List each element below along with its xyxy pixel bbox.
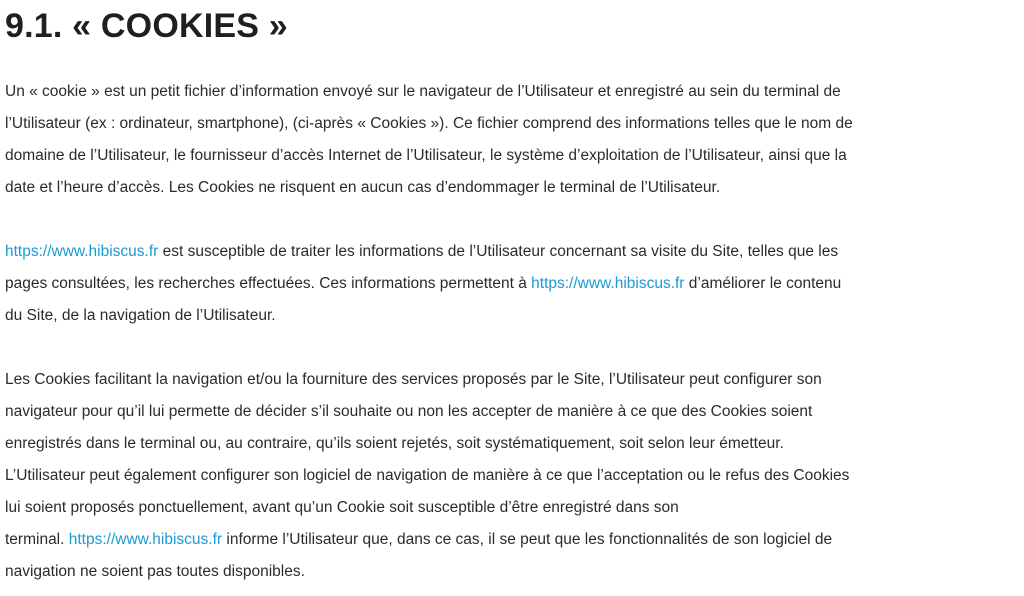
paragraph-cookie-settings <box>5 364 849 588</box>
text-segment: d’améliorer le contenu <box>684 275 842 292</box>
hibiscus-link[interactable]: https://www.hibiscus.fr <box>5 243 159 260</box>
text-line <box>5 524 849 556</box>
text-segment: terminal. <box>5 531 69 548</box>
paragraph-cookie-definition <box>5 76 853 204</box>
text-line: navigateur pour qu’il lui permette de décider s’il souhaite ou non les accepter de manière à ce que des Cookies soient <box>5 403 813 420</box>
text-segment: informe l’Utilisateur que, dans ce cas, il se peut que les fonctionnalités de son logiciel de <box>222 531 833 548</box>
text-line: Les Cookies facilitant la navigation et/ou la fourniture des services proposés par le Site, l’Utilisateur peut configurer son <box>5 371 822 388</box>
section-title: 9.1. « COOKIES » <box>5 7 288 45</box>
text-line: enregistrés dans le terminal ou, au contraire, qu’ils soient rejetés, soit systématiquement, soit selon leur émetteur. <box>5 435 784 452</box>
hibiscus-link[interactable]: https://www.hibiscus.fr <box>531 275 685 292</box>
text-line: navigation ne soient pas toutes disponibles. <box>5 563 305 580</box>
text-line: L’Utilisateur peut également configurer son logiciel de navigation de manière à ce que l’acceptation ou le refus des Cookies <box>5 467 850 484</box>
text-line <box>5 236 841 268</box>
text-line <box>5 268 841 300</box>
text-line: domaine de l’Utilisateur, le fournisseur d’accès Internet de l’Utilisateur, le système d’exploitation de l’Utilisateur, ainsi que la <box>5 147 847 164</box>
text-segment: pages consultées, les recherches effectuées. Ces informations permettent à <box>5 275 532 292</box>
hibiscus-link[interactable]: https://www.hibiscus.fr <box>68 531 223 548</box>
page-content <box>5 0 1005 580</box>
text-line: date et l’heure d’accès. Les Cookies ne risquent en aucun cas d’endommager le terminal de l’Utilisateur. <box>5 179 721 196</box>
text-line: du Site, de la navigation de l’Utilisateur. <box>5 307 276 324</box>
text-line: Un « cookie » est un petit fichier d’information envoyé sur le navigateur de l’Utilisateur et enregistré au sein du terminal de <box>5 83 841 100</box>
text-line: lui soient proposés ponctuellement, avant qu’un Cookie soit susceptible d’être enregistré dans son <box>5 499 679 516</box>
text-segment: est susceptible de traiter les informations de l’Utilisateur concernant sa visite du Site, telles que les <box>158 243 839 260</box>
text-line: l’Utilisateur (ex : ordinateur, smartphone), (ci-après « Cookies »). Ce fichier comprend des informations telles que le nom de <box>5 115 853 132</box>
paragraph-data-processing <box>5 236 841 332</box>
